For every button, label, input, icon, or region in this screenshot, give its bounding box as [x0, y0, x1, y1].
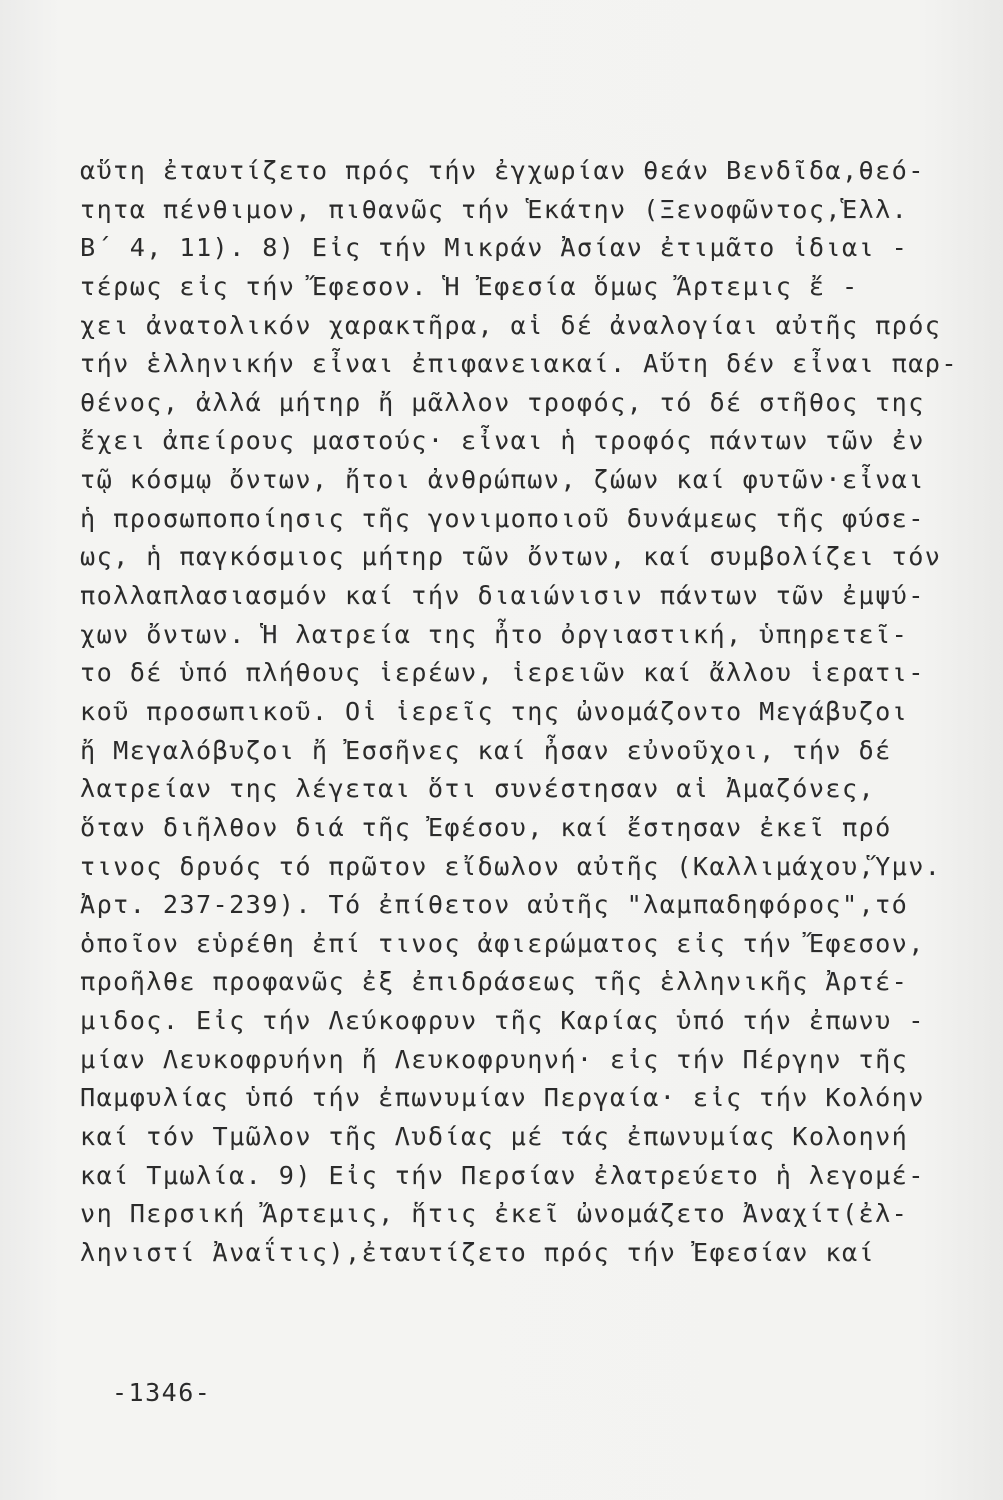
text-line: Β΄ 4, 11). 8) Εἰς τήν Μικράν Ἀσίαν ἐτιμᾶτο ἰδιαι - [80, 233, 909, 263]
text-line: το δέ ὑπό πλήθους ἱερέων, ἱερειῶν καί ἄλλου ἱερατι- [80, 658, 925, 688]
text-line: Παμφυλίας ὑπό τήν ἐπωνυμίαν Περγαία· εἰς τήν Κολόην [80, 1083, 925, 1113]
text-line: τινος δρυός τό πρῶτον εἴδωλον αὐτῆς (Καλλιμάχου,Ὕμν. [80, 851, 942, 881]
text-line: καί τόν Τμῶλον τῆς Λυδίας μέ τάς ἐπωνυμίας Κολοηνή [80, 1122, 909, 1152]
text-line: χων ὄντων. Ἡ λατρεία της ἦτο ὀργιαστική, ὑπηρετεῖ- [80, 619, 909, 649]
text-line: ὅταν διῆλθον διά τῆς Ἐφέσου, καί ἔστησαν ἐκεῖ πρό [80, 812, 892, 842]
text-line: προῆλθε προφανῶς ἐξ ἐπιδράσεως τῆς ἑλληνικῆς Ἀρτέ- [80, 967, 909, 997]
text-line: τέρως εἰς τήν Ἔφεσον. Ἡ Ἐφεσία ὅμως Ἄρτεμις ἔ - [80, 271, 859, 301]
text-line: μιδος. Εἰς τήν Λεύκοφρυν τῆς Καρίας ὑπό τήν ἐπωνυ - [80, 1006, 925, 1036]
text-line: τητα πένθιμον, πιθανῶς τήν Ἑκάτην (Ξενοφῶντος,Ἑλλ. [80, 194, 909, 224]
text-line: τήν ἑλληνικήν εἶναι ἐπιφανειακαί. Αὕτη δέν εἶναι παρ- [80, 349, 958, 379]
text-line: νη Περσική Ἄρτεμις, ἥτις ἐκεῖ ὠνομάζετο Ἀναχίτ(ἐλ- [80, 1199, 909, 1229]
page-number: -1346- [112, 1378, 212, 1407]
text-line: ἡ προσωποποίησις τῆς γονιμοποιοῦ δυνάμεως τῆς φύσε- [80, 503, 925, 533]
text-line: τῷ κόσμῳ ὄντων, ἤτοι ἀνθρώπων, ζώων καί φυτῶν·εἶναι [80, 465, 925, 495]
text-line: ἔχει ἀπείρους μαστούς· εἶναι ἡ τροφός πάντων τῶν ἐν [80, 426, 925, 456]
text-line: θένος, ἀλλά μήτηρ ἤ μᾶλλον τροφός, τό δέ στῆθος της [80, 387, 925, 417]
body-text [80, 152, 960, 1273]
text-line: ὁποῖον εὑρέθη ἐπί τινος ἀφιερώματος εἰς τήν Ἔφεσον, [80, 928, 925, 958]
text-line: ἤ Μεγαλόβυζοι ἤ Ἐσσῆνες καί ἦσαν εὐνοῦχοι, τήν δέ [80, 735, 892, 765]
text-line: λατρείαν της λέγεται ὅτι συνέστησαν αἱ Ἀμαζόνες, [80, 774, 876, 804]
text-line: ως, ἡ παγκόσμιος μήτηρ τῶν ὄντων, καί συμβολίζει τόν [80, 542, 942, 572]
text-line: κοῦ προσωπικοῦ. Οἱ ἱερεῖς της ὠνομάζοντο Μεγάβυζοι [80, 696, 909, 726]
text-line: πολλαπλασιασμόν καί τήν διαιώνισιν πάντων τῶν ἐμψύ- [80, 581, 925, 611]
text-line: αὕτη ἐταυτίζετο πρός τήν ἐγχωρίαν θεάν Βενδῖδα,θεό- [80, 156, 925, 185]
text-line: ληνιστί Ἀναΐτις),ἐταυτίζετο πρός τήν Ἐφεσίαν καί [80, 1237, 876, 1267]
text-line: μίαν Λευκοφρυήνη ἤ Λευκοφρυηνή· εἰς τήν Πέργην τῆς [80, 1044, 909, 1074]
text-line: χει ἀνατολικόν χαρακτῆρα, αἱ δέ ἀναλογίαι αὐτῆς πρός [80, 310, 942, 340]
text-line: Ἀρτ. 237-239). Τό ἐπίθετον αὐτῆς "λαμπαδηφόρος",τό [80, 890, 909, 920]
text-line: καί Τμωλία. 9) Εἰς τήν Περσίαν ἐλατρεύετο ἡ λεγομέ- [80, 1160, 925, 1190]
